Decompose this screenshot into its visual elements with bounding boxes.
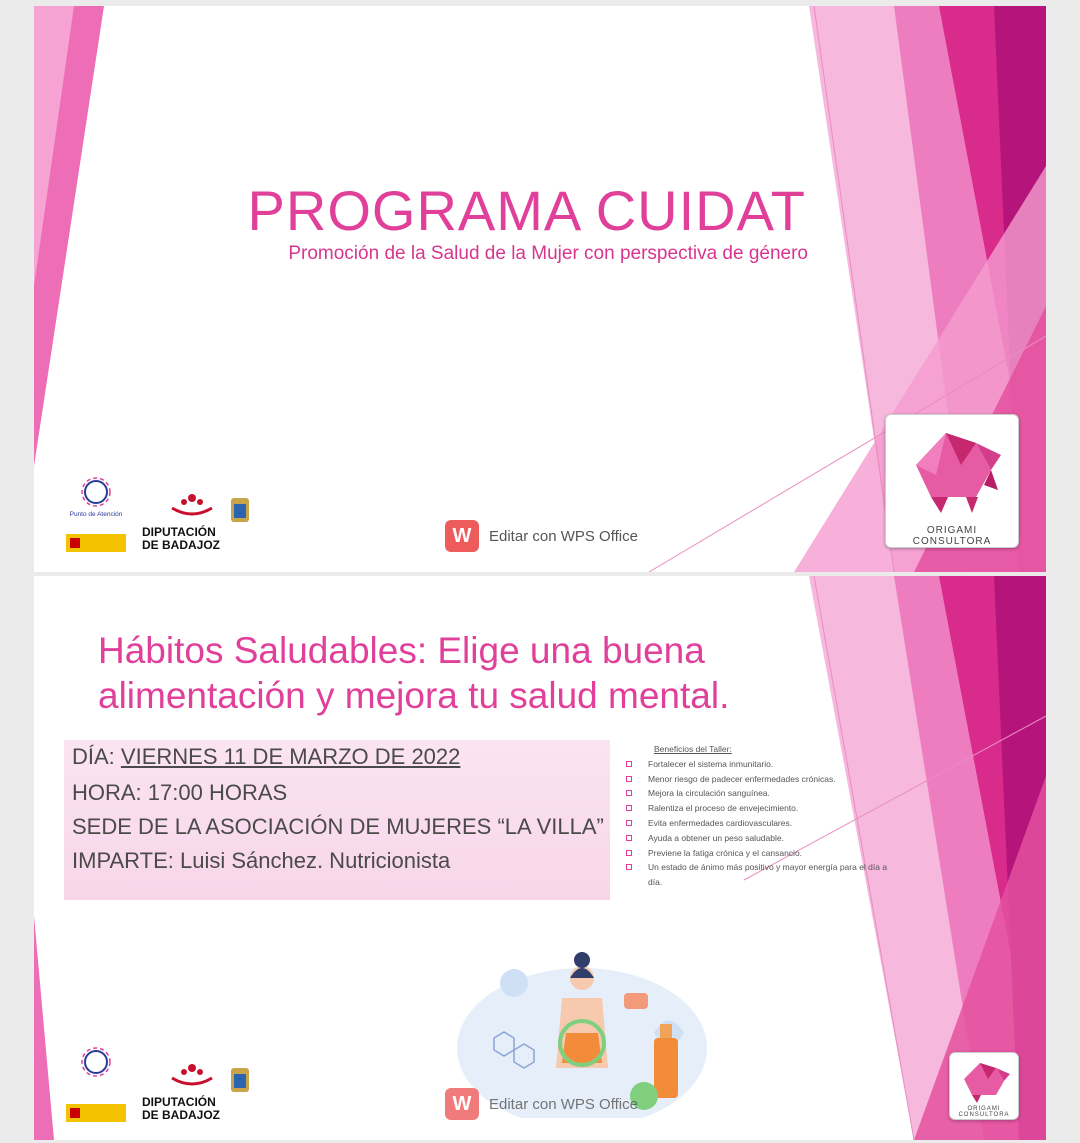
slide-2-title	[98, 628, 729, 718]
event-hour: HORA: 17:00 HORAS	[72, 780, 288, 805]
list-item: Fortalecer el sistema inmunitario.	[624, 757, 894, 772]
origami-logo	[949, 1052, 1019, 1120]
diputacion-line2: DE BADAJOZ	[142, 538, 221, 552]
event-day-value: VIERNES 11 DE MARZO DE 2022	[120, 744, 461, 769]
elephant-icon	[950, 1053, 1018, 1103]
wps-edit-button[interactable]	[445, 1088, 638, 1120]
list-item: Ralentiza el proceso de envejecimiento.	[624, 801, 894, 816]
list-item: Menor riesgo de padecer enfermedades crónicas.	[624, 772, 894, 787]
wps-logo-icon: W	[445, 1088, 479, 1120]
svg-text:Punto de Atención: Punto de Atención	[69, 511, 123, 518]
event-venue: SEDE DE LA ASOCIACIÓN DE MUJERES “LA VILLA”	[72, 814, 604, 839]
slide-2-title-line2: alimentación y mejora tu salud mental.	[98, 675, 730, 716]
slide-2-title-line1: Hábitos Saludables: Elige una buena	[98, 630, 705, 671]
list-item: Previene la fatiga crónica y el cansancio.	[624, 846, 894, 861]
event-day-label: DÍA:	[72, 744, 121, 769]
partner-logos	[64, 1046, 254, 1131]
list-item: Un estado de ánimo más positivo y mayor energía para el día a día.	[624, 860, 894, 890]
diputacion-line1: DIPUTACIÓN	[142, 525, 216, 539]
origami-caption: ORIGAMI CONSULTORA	[912, 525, 992, 547]
wps-edit-label: Editar con WPS Office	[489, 1095, 638, 1113]
list-item: Mejora la circulación sanguínea.	[624, 786, 894, 801]
wps-edit-button[interactable]	[445, 520, 638, 552]
list-item: Ayuda a obtener un peso saludable.	[624, 831, 894, 846]
list-item: Evita enfermedades cardiovasculares.	[624, 816, 894, 831]
diputacion-line2: DE BADAJOZ	[142, 1108, 221, 1122]
event-day	[72, 744, 460, 770]
benefits-list	[624, 742, 894, 890]
page-subtitle: Promoción de la Salud de la Mujer con perspectiva de género	[288, 243, 808, 264]
benefits-heading: Beneficios del Taller:	[654, 744, 732, 754]
diputacion-line1: DIPUTACIÓN	[142, 1095, 216, 1109]
partner-logos	[64, 476, 254, 561]
elephant-icon	[886, 415, 1018, 515]
slide-1	[34, 6, 1046, 572]
page-title: PROGRAMA CUIDAT	[247, 179, 806, 242]
wps-edit-label: Editar con WPS Office	[489, 527, 638, 545]
event-details	[64, 740, 610, 900]
event-speaker: IMPARTE: Luisi Sánchez. Nutricionista	[72, 848, 451, 873]
origami-logo	[885, 414, 1019, 548]
wps-logo-icon: W	[445, 520, 479, 552]
slide-2	[34, 576, 1046, 1140]
origami-caption: ORIGAMI CONSULTORA	[958, 1106, 1010, 1118]
